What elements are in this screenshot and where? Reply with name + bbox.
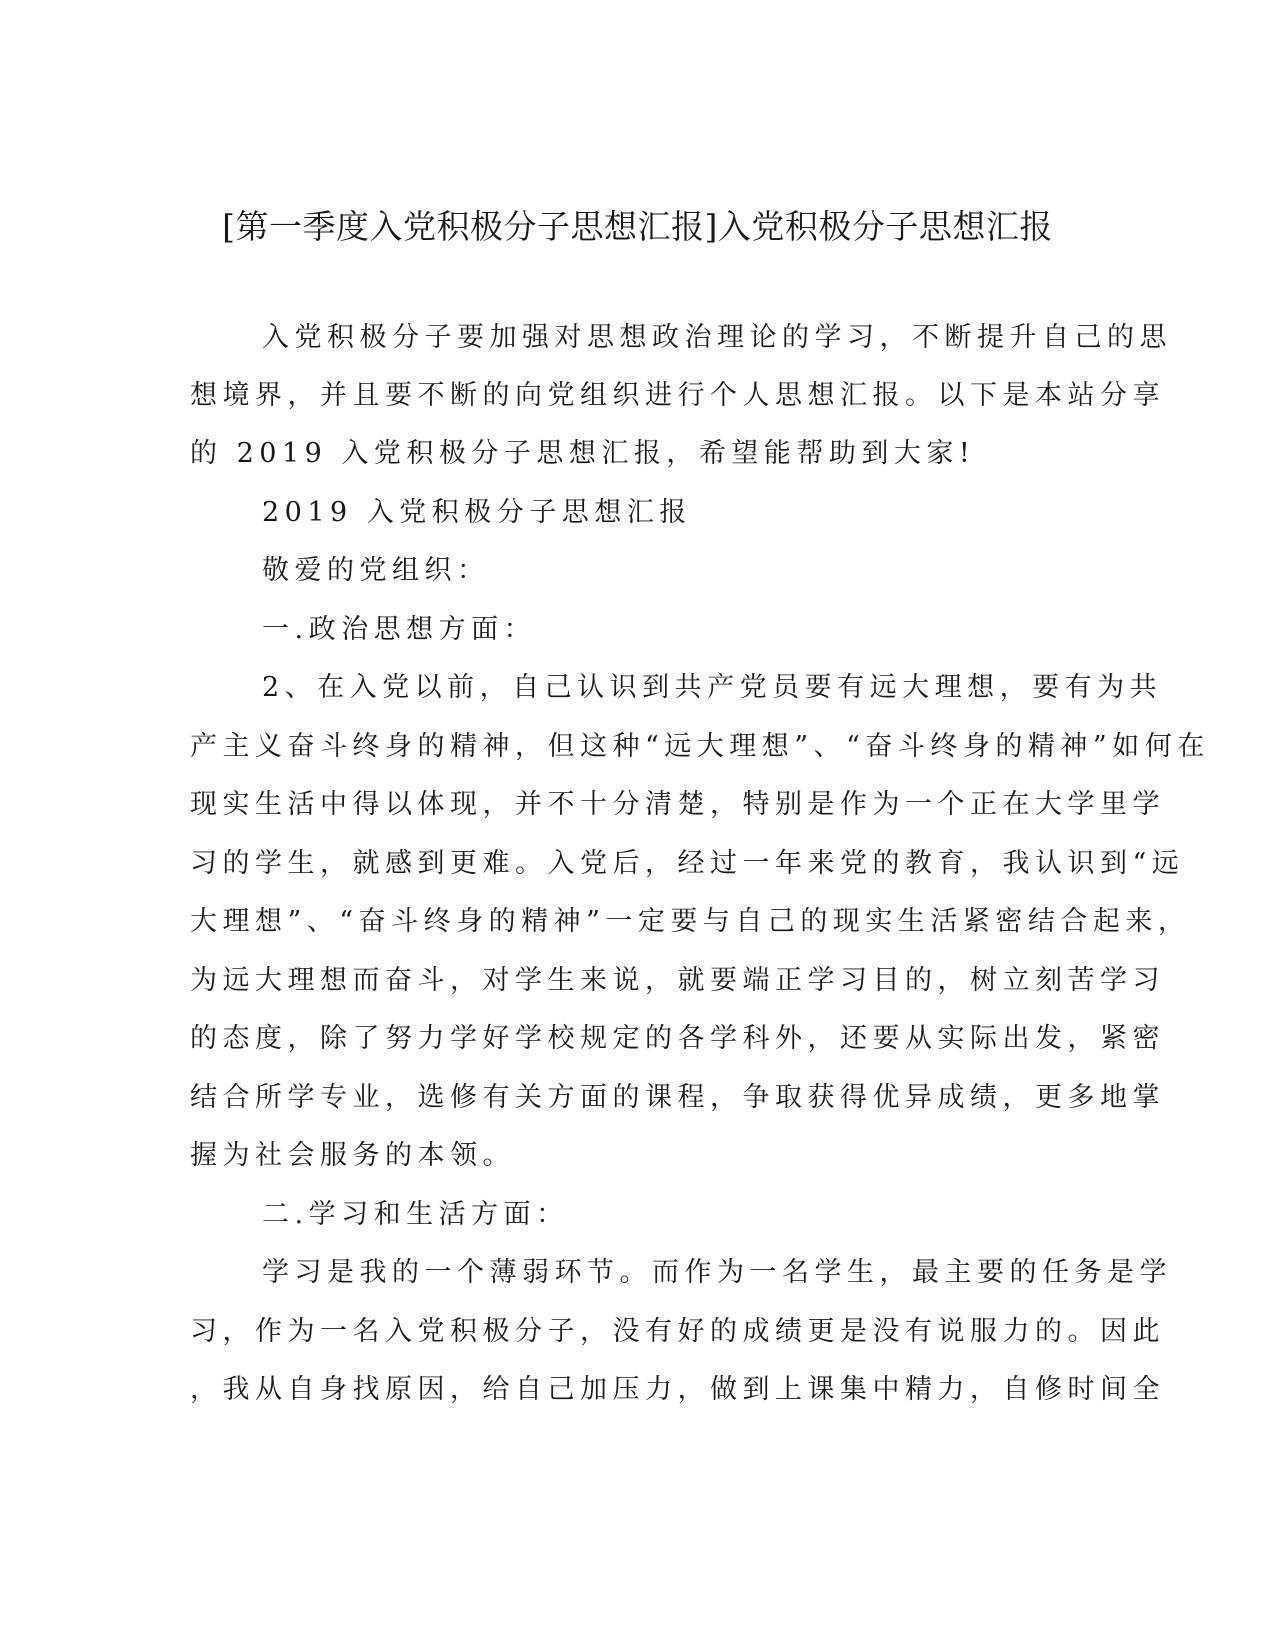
paragraph-line: 握为社会服务的本领。 <box>190 1140 515 1171</box>
section-heading: 一.政治思想方面： <box>262 614 537 645</box>
paragraph-line: ，我从自身找原因，给自己加压力，做到上课集中精力，自修时间全 <box>190 1374 1165 1405</box>
document-title: [第一季度入党积极分子思想汇报]入党积极分子思想汇报 <box>222 207 1053 246</box>
paragraph-line: 习，作为一名入党积极分子，没有好的成绩更是没有说服力的。因此 <box>190 1316 1165 1347</box>
paragraph-line: 现实生活中得以体现，并不十分清楚，特别是作为一个正在大学里学 <box>190 789 1165 820</box>
paragraph-line: 敬爱的党组织： <box>262 555 490 586</box>
paragraph-line: 大理想”、“奋斗终身的精神”一定要与自己的现实生活紧密结合起来， <box>190 906 1191 937</box>
paragraph-line: 的态度，除了努力学好学校规定的各学科外，还要从实际出发，紧密 <box>190 1023 1165 1054</box>
paragraph-line: 想境界，并且要不断的向党组织进行个人思想汇报。以下是本站分享 <box>190 380 1165 411</box>
paragraph-line: 习的学生，就感到更难。入党后，经过一年来党的教育，我认识到“远 <box>190 848 1185 879</box>
paragraph-line: 产主义奋斗终身的精神，但这种“远大理想”、“奋斗终身的精神”如何在 <box>190 731 1210 762</box>
paragraph-line: 的 2019 入党积极分子思想汇报，希望能帮助到大家! <box>190 438 976 469</box>
paragraph-line: 学习是我的一个薄弱环节。而作为一名学生，最主要的任务是学 <box>262 1257 1172 1288</box>
section-heading: 二.学习和生活方面： <box>262 1199 569 1230</box>
paragraph-line: 2、在入党以前，自己认识到共产党员要有远大理想，要有为共 <box>262 672 1163 703</box>
paragraph-line: 入党积极分子要加强对思想政治理论的学习，不断提升自己的思 <box>262 322 1172 353</box>
paragraph-line: 2019 入党积极分子思想汇报 <box>262 497 692 528</box>
paragraph-line: 结合所学专业，选修有关方面的课程，争取获得优异成绩，更多地掌 <box>190 1082 1165 1113</box>
paragraph-line: 为远大理想而奋斗，对学生来说，就要端正学习目的，树立刻苦学习 <box>190 965 1165 996</box>
